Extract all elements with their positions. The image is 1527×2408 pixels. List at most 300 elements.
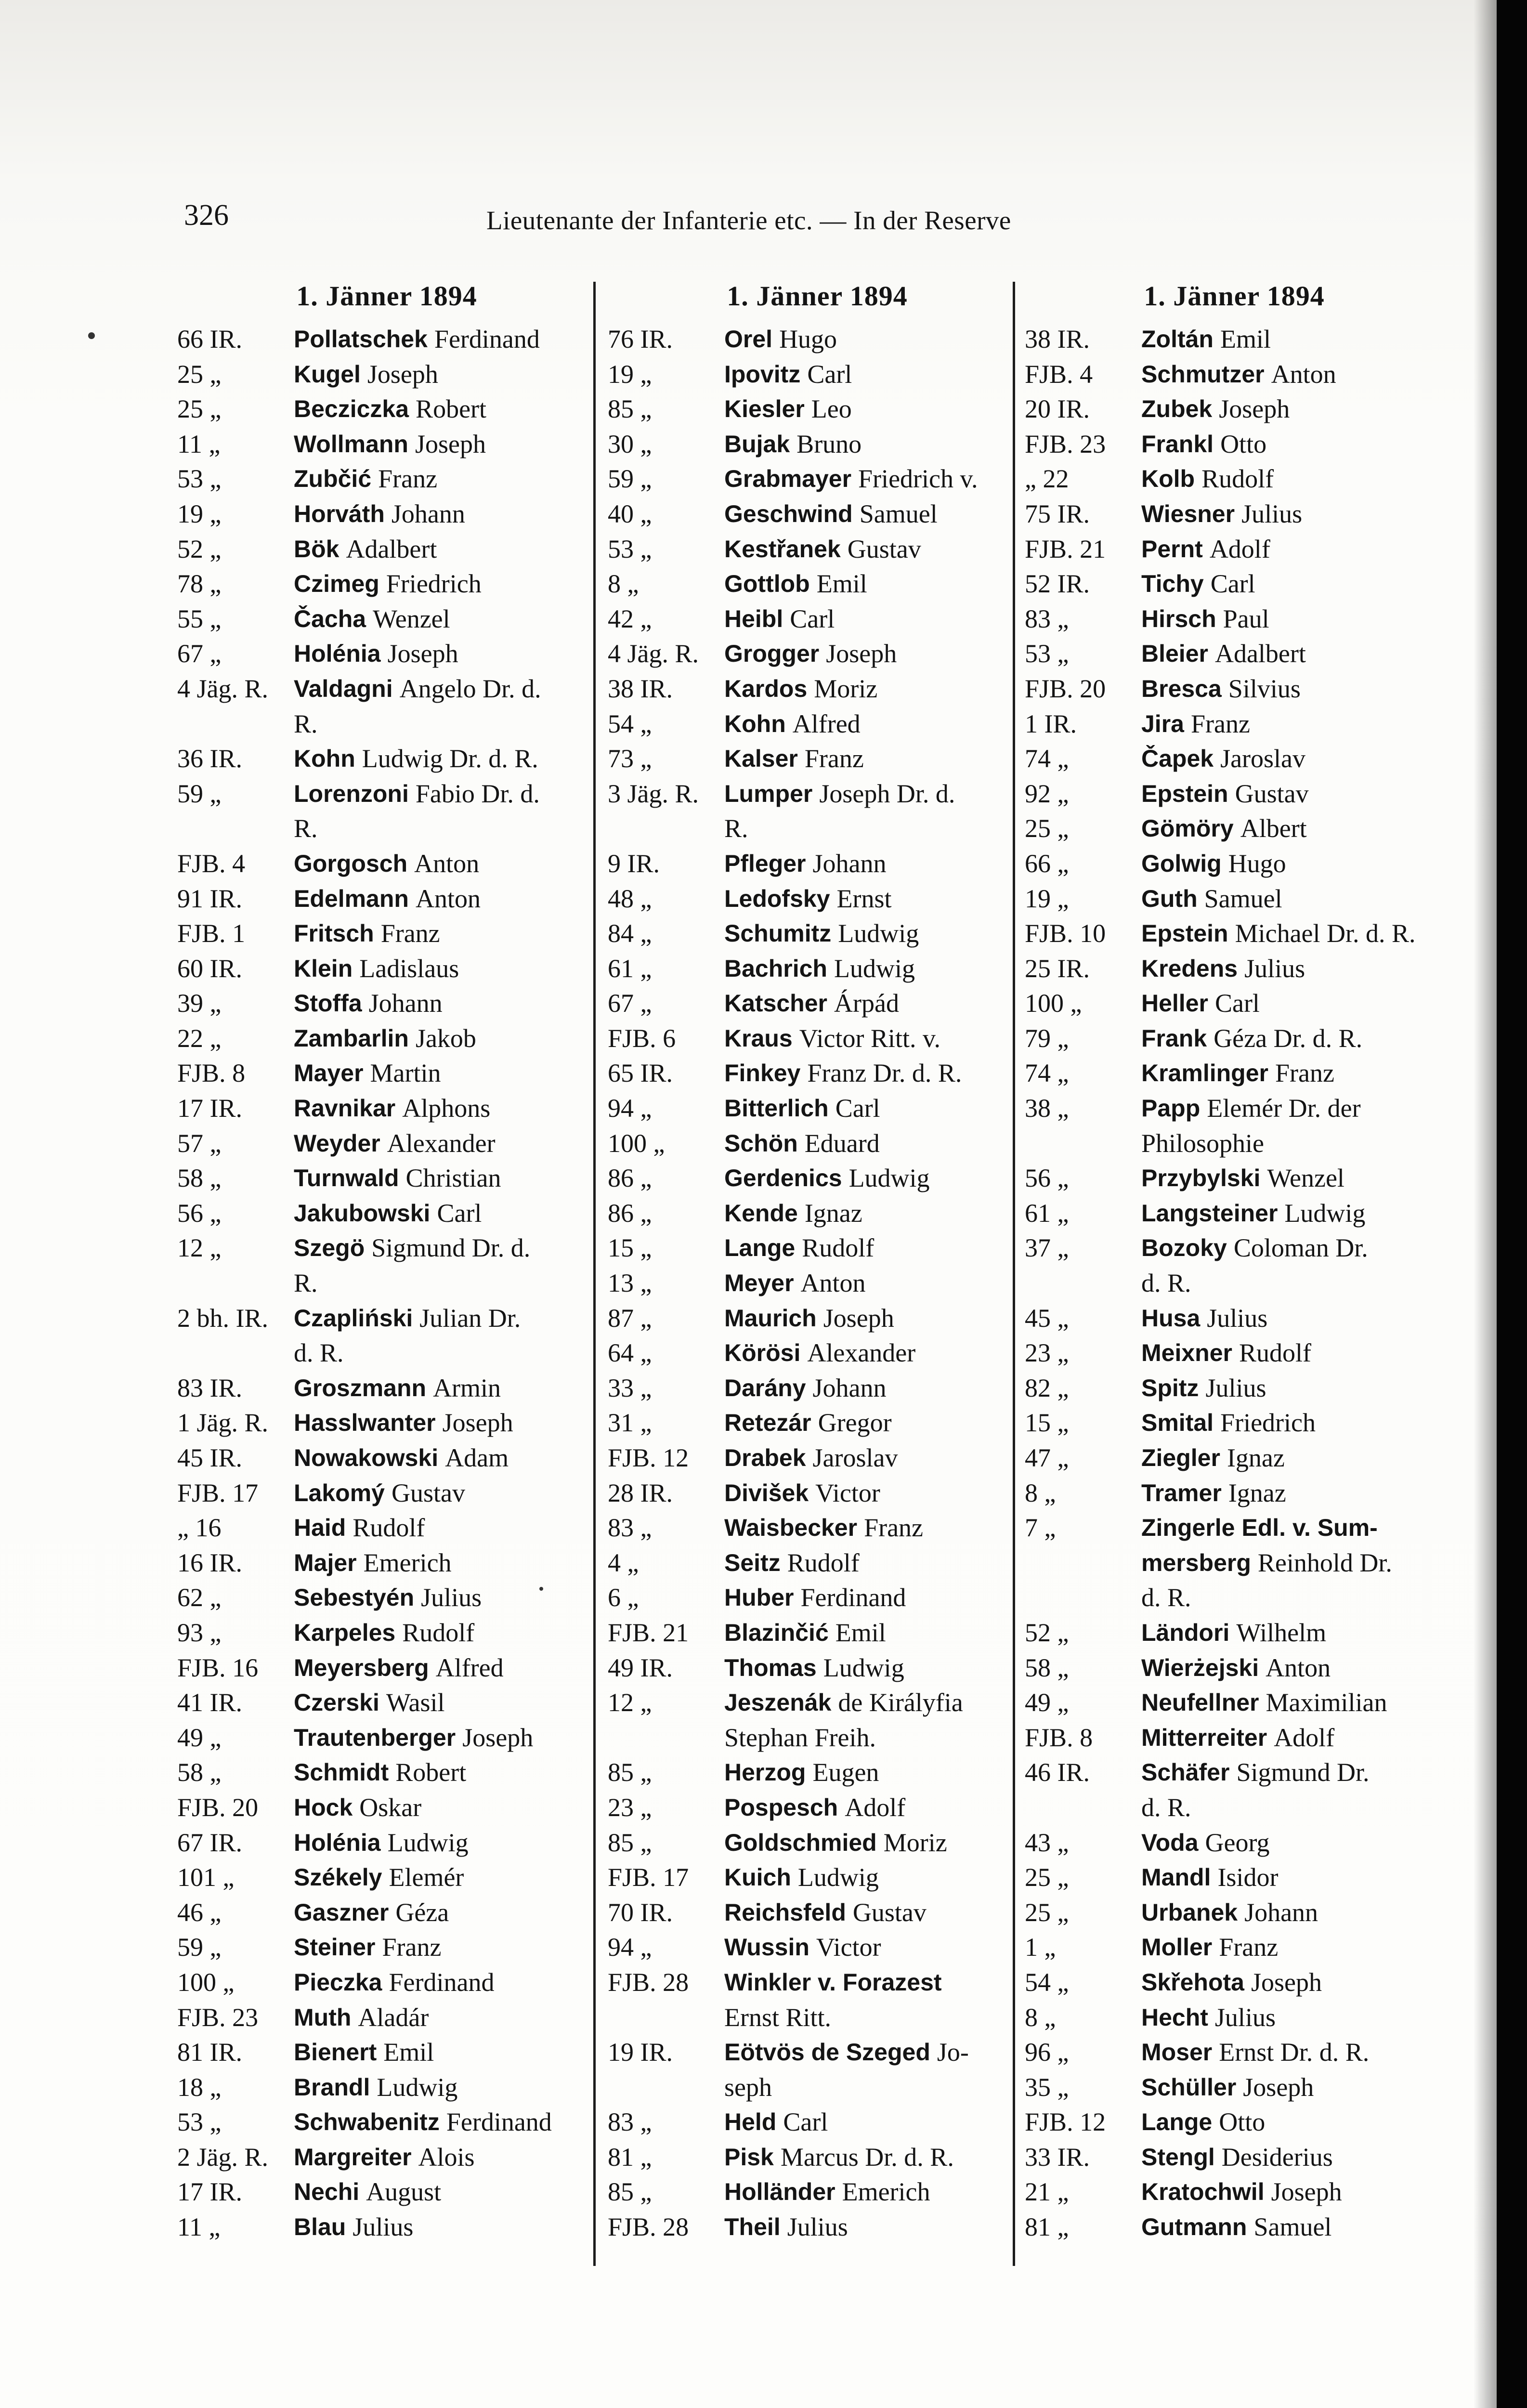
unit-designation: FJB. 20: [1025, 674, 1106, 703]
given-name: Rudolf: [352, 1513, 425, 1543]
surname: Drabek: [724, 1444, 806, 1471]
unit-designation: 60 IR.: [177, 954, 242, 983]
unit-designation: 93 „: [177, 1618, 222, 1647]
list-entry: [608, 1440, 1027, 1476]
unit-designation: 25 „: [1025, 814, 1069, 843]
given-name: Bruno: [796, 429, 862, 458]
surname: Smital: [1141, 1409, 1214, 1437]
unit-designation: 101 „: [177, 1863, 235, 1892]
unit-designation: 8 „: [1025, 1478, 1056, 1507]
given-name: Carl: [1210, 569, 1255, 599]
unit-designation: 91 IR.: [177, 884, 242, 913]
surname: Zingerle Edl. v. Sum-: [1141, 1514, 1378, 1542]
list-entry: [608, 2070, 1027, 2105]
unit-designation: 59 „: [608, 464, 652, 494]
surname: Margreiter: [294, 2143, 412, 2171]
list-entry: [608, 1371, 1027, 1406]
surname: Wollmann: [294, 430, 408, 458]
list-entry: [1025, 1545, 1444, 1581]
given-name: Franz: [804, 744, 864, 773]
unit-designation: 49 „: [177, 1723, 222, 1752]
given-name: Emerich: [842, 2177, 930, 2207]
surname: Winkler v. Forazest: [724, 1968, 942, 1996]
list-entry: [608, 1091, 1027, 1126]
given-name: Sigmund Dr. d.: [371, 1233, 531, 1263]
surname: Herzog: [724, 1759, 806, 1786]
list-entry: [177, 1335, 596, 1371]
unit-designation: 21 „: [1025, 2177, 1069, 2207]
list-entry: [608, 1930, 1027, 1965]
list-entry: [177, 671, 596, 707]
list-entry: [608, 986, 1027, 1021]
surname: Moser: [1141, 2039, 1213, 2066]
unit-designation: 85 „: [608, 2177, 652, 2207]
surname: Turnwald: [294, 1165, 399, 1192]
surname: Ipovitz: [724, 360, 801, 388]
surname: Jeszenák: [724, 1689, 832, 1716]
surname: Székely: [294, 1864, 382, 1891]
surname: Waisbecker: [724, 1514, 858, 1542]
surname: Kolb: [1141, 465, 1195, 493]
unit-designation: 1 Jäg. R.: [177, 1408, 268, 1438]
list-entry: [1025, 1755, 1444, 1790]
unit-designation: 2 bh. IR.: [177, 1303, 268, 1333]
unit-designation: 74 „: [1025, 1059, 1069, 1088]
list-entry: [177, 1580, 596, 1615]
list-entry: [177, 602, 596, 637]
surname: Maurich: [724, 1304, 817, 1332]
surname: Pollatschek: [294, 326, 428, 353]
given-name: Julius: [1214, 2002, 1276, 2032]
scan-border: [1497, 0, 1527, 2408]
unit-designation: FJB. 12: [1025, 2107, 1106, 2137]
given-name: Philosophie: [1141, 1128, 1265, 1158]
list-entry: [1025, 2105, 1444, 2140]
list-entry: [1025, 322, 1444, 357]
given-name: Adam: [445, 1443, 509, 1472]
column-heading: 1. Jänner 1894: [296, 280, 477, 312]
given-name: Friedrich v.: [858, 464, 978, 494]
unit-designation: 20 IR.: [1025, 394, 1090, 424]
list-entry: [177, 427, 596, 462]
given-name: Gregor: [818, 1408, 892, 1438]
given-name: de Királyfia: [838, 1688, 963, 1717]
given-name: Alfred: [435, 1653, 504, 1682]
surname: Tramer: [1141, 1479, 1222, 1506]
given-name: Coloman Dr.: [1233, 1233, 1368, 1263]
surname: Geschwind: [724, 500, 853, 527]
surname: Schön: [724, 1129, 798, 1157]
list-entry: [608, 1545, 1027, 1581]
list-entry: [1025, 1056, 1444, 1091]
given-name: Armin: [433, 1373, 501, 1402]
unit-designation: FJB. 1: [177, 919, 246, 948]
unit-designation: 19 „: [177, 499, 222, 528]
surname: Muth: [294, 2003, 352, 2031]
surname: Wiesner: [1141, 500, 1235, 527]
given-name: R.: [294, 709, 318, 738]
unit-designation: 11 „: [177, 2212, 221, 2242]
unit-designation: 4 Jäg. R.: [608, 639, 699, 668]
given-name: Ferdinand: [389, 1967, 495, 1997]
surname: Brandl: [294, 2073, 370, 2101]
given-name: Carl: [807, 359, 852, 389]
list-entry: [177, 322, 596, 357]
unit-designation: 52 „: [177, 534, 222, 563]
list-entry: [1025, 1021, 1444, 1056]
surname: Stoffa: [294, 990, 362, 1017]
unit-designation: 45 „: [1025, 1303, 1069, 1333]
surname: Thomas: [724, 1654, 817, 1681]
surname: Kohn: [724, 710, 786, 737]
list-entry: [608, 357, 1027, 392]
given-name: Ladislaus: [359, 954, 459, 983]
surname: Ravnikar: [294, 1095, 396, 1122]
list-entry: [608, 427, 1027, 462]
surname: Mandl: [1141, 1864, 1211, 1891]
list-entry: [1025, 1196, 1444, 1231]
surname: Kraus: [724, 1024, 793, 1052]
given-name: Franz: [1219, 1933, 1279, 1962]
list-entry: [1025, 2140, 1444, 2175]
unit-designation: 53 „: [1025, 639, 1069, 668]
list-entry: [1025, 1301, 1444, 1336]
unit-designation: 15 „: [1025, 1408, 1069, 1438]
surname: Gömöry: [1141, 815, 1234, 842]
given-name: d. R.: [1141, 1793, 1191, 1822]
unit-designation: 75 IR.: [1025, 499, 1090, 528]
given-name: Silvius: [1228, 674, 1301, 703]
surname: Bök: [294, 535, 339, 563]
surname: Bresca: [1141, 675, 1222, 702]
unit-designation: 43 „: [1025, 1828, 1069, 1857]
given-name: R.: [294, 1269, 318, 1298]
surname: Epstein: [1141, 920, 1228, 947]
given-name: Marcus Dr. d. R.: [780, 2142, 954, 2172]
unit-designation: 7 „: [1025, 1513, 1056, 1543]
given-name: Otto: [1219, 2107, 1266, 2137]
unit-designation: 25 „: [177, 394, 222, 424]
given-name: Ignaz: [804, 1198, 862, 1228]
given-name: Ludwig: [834, 954, 915, 983]
list-entry: [177, 1266, 596, 1301]
column-3: [1025, 282, 1444, 2245]
surname: Gorgosch: [294, 850, 408, 877]
given-name: Rudolf: [1239, 1338, 1311, 1368]
surname: Frank: [1141, 1024, 1207, 1052]
unit-designation: 53 „: [177, 2107, 222, 2137]
given-name: Rudolf: [1201, 464, 1274, 494]
given-name: Carl: [1214, 989, 1260, 1018]
list-entry: [177, 1021, 596, 1056]
list-entry: [1025, 1685, 1444, 1720]
list-entry: [1025, 2035, 1444, 2070]
list-entry: [608, 2174, 1027, 2210]
surname: Divišek: [724, 1479, 809, 1506]
given-name: Victor: [816, 1933, 881, 1962]
unit-designation: FJB. 4: [177, 849, 246, 878]
unit-designation: 25 „: [1025, 1863, 1069, 1892]
given-name: Géza Dr. d. R.: [1214, 1023, 1363, 1053]
list-entry: [177, 636, 596, 671]
list-entry: [177, 1825, 596, 1860]
unit-designation: FJB. 21: [1025, 534, 1106, 563]
surname: Kardos: [724, 675, 808, 702]
surname: Goldschmied: [724, 1829, 877, 1856]
unit-designation: 46 IR.: [1025, 1758, 1090, 1787]
list-entry: [608, 1301, 1027, 1336]
unit-designation: 39 „: [177, 989, 222, 1018]
given-name: Joseph: [1251, 1967, 1322, 1997]
given-name: Otto: [1220, 429, 1267, 458]
list-entry: [1025, 1476, 1444, 1511]
list-entry: [1025, 1335, 1444, 1371]
unit-designation: 17 IR.: [177, 2177, 242, 2207]
list-entry: [608, 322, 1027, 357]
surname: Golwig: [1141, 850, 1222, 877]
unit-designation: 8 „: [1025, 2002, 1056, 2032]
given-name: Ludwig: [797, 1863, 879, 1892]
unit-designation: 19 „: [1025, 884, 1069, 913]
unit-designation: 61 „: [608, 954, 652, 983]
list-entry: [1025, 881, 1444, 916]
given-name: Franz Dr. d. R.: [807, 1059, 962, 1088]
list-entry: [177, 2035, 596, 2070]
unit-designation: 23 „: [608, 1793, 652, 1822]
given-name: Rudolf: [402, 1618, 475, 1647]
list-entry: [608, 671, 1027, 707]
surname: Hock: [294, 1793, 353, 1821]
unit-designation: 58 „: [177, 1164, 222, 1193]
list-entry: [177, 2070, 596, 2105]
unit-designation: 25 „: [1025, 1898, 1069, 1927]
unit-designation: 58 „: [1025, 1653, 1069, 1682]
surname: Edelmann: [294, 885, 409, 912]
given-name: Leo: [811, 394, 852, 424]
surname: Čacha: [294, 605, 366, 632]
unit-designation: [1025, 1545, 1141, 1581]
surname: Hecht: [1141, 2003, 1208, 2031]
list-entry: [177, 1476, 596, 1511]
list-entry: [608, 497, 1027, 532]
list-entry: [1025, 916, 1444, 951]
given-name: Eduard: [804, 1128, 880, 1158]
surname: Papp: [1141, 1095, 1201, 1122]
surname: Sebestyén: [294, 1584, 415, 1611]
surname: Gutmann: [1141, 2213, 1247, 2241]
given-name: Julius: [1207, 1303, 1268, 1333]
surname: Zubčić: [294, 465, 372, 493]
list-entry: [177, 1755, 596, 1790]
list-entry: [177, 707, 596, 742]
given-name: Joseph: [462, 1723, 534, 1752]
list-entry: [177, 1091, 596, 1126]
unit-designation: FJB. 28: [608, 1967, 689, 1997]
given-name: Gustav: [847, 534, 921, 563]
given-name: Martin: [370, 1059, 441, 1088]
given-name: Adolf: [1274, 1723, 1335, 1752]
unit-designation: FJB. 8: [177, 1059, 246, 1088]
surname: Przybylski: [1141, 1165, 1261, 1192]
unit-designation: 38 IR.: [608, 674, 673, 703]
list-entry: [608, 1476, 1027, 1511]
list-entry: [177, 2140, 596, 2175]
surname: Schwabenitz: [294, 2108, 440, 2136]
list-entry: [1025, 1790, 1444, 1825]
list-entry: [1025, 846, 1444, 881]
list-entry: [177, 497, 596, 532]
given-name: R.: [294, 814, 318, 843]
list-entry: [177, 811, 596, 846]
given-name: Robert: [395, 1758, 467, 1787]
list-entry: [1025, 1860, 1444, 1895]
list-entry: [1025, 357, 1444, 392]
given-name: Árpád: [834, 989, 899, 1018]
unit-designation: 12 „: [608, 1688, 652, 1717]
surname: Nowakowski: [294, 1444, 439, 1471]
surname: Valdagni: [294, 675, 393, 702]
unit-designation: 17 IR.: [177, 1094, 242, 1123]
list-entry: [608, 1895, 1027, 1930]
list-entry: [608, 2210, 1027, 2245]
unit-designation: 94 „: [608, 1094, 652, 1123]
unit-designation: 53 „: [177, 464, 222, 494]
list-entry: [1025, 707, 1444, 742]
unit-designation: FJB. 17: [608, 1863, 689, 1892]
unit-designation: FJB. 12: [608, 1443, 689, 1472]
given-name: R.: [724, 814, 748, 843]
given-name: Victor Ritt. v.: [799, 1023, 940, 1053]
surname: Becziczka: [294, 395, 409, 423]
list-entry: [1025, 461, 1444, 497]
unit-designation: FJB. 23: [1025, 429, 1106, 458]
surname: Ledofsky: [724, 885, 830, 912]
unit-designation: 53 „: [608, 534, 652, 563]
surname: Mayer: [294, 1060, 364, 1087]
given-name: Carl: [790, 604, 835, 633]
list-entry: [608, 1266, 1027, 1301]
surname: Meixner: [1141, 1339, 1232, 1367]
given-name: Ludwig: [377, 2072, 458, 2102]
given-name: Julian Dr.: [419, 1303, 521, 1333]
list-entry: [177, 1230, 596, 1266]
unit-designation: 82 „: [1025, 1373, 1069, 1402]
given-name: Franz: [1275, 1059, 1334, 1088]
surname: Spitz: [1141, 1374, 1199, 1401]
list-entry: [177, 1685, 596, 1720]
unit-designation: 100 „: [1025, 989, 1082, 1018]
given-name: Franz: [378, 464, 438, 494]
surname: Fritsch: [294, 920, 374, 947]
unit-designation: FJB. 16: [177, 1653, 259, 1682]
given-name: Joseph: [826, 639, 897, 668]
surname: Langsteiner: [1141, 1199, 1278, 1227]
surname: Zoltán: [1141, 326, 1214, 353]
surname: Czimeg: [294, 570, 379, 598]
given-name: Franz: [380, 919, 440, 948]
given-name: Wasil: [386, 1688, 445, 1717]
given-name: Paul: [1223, 604, 1269, 633]
page-edge-shadow: [1474, 0, 1497, 2408]
surname: Voda: [1141, 1829, 1199, 1856]
list-entry: [1025, 811, 1444, 846]
list-entry: [177, 776, 596, 811]
surname: Karpeles: [294, 1619, 396, 1646]
list-entry: [1025, 427, 1444, 462]
given-name: Michael Dr. d. R.: [1235, 919, 1416, 948]
unit-designation: 67 IR.: [177, 1828, 242, 1857]
list-entry: [608, 2000, 1027, 2035]
list-entry: [1025, 1405, 1444, 1440]
list-entry: [608, 1405, 1027, 1440]
given-name: Samuel: [1204, 884, 1282, 913]
unit-designation: 33 „: [608, 1373, 652, 1402]
list-entry: [177, 1196, 596, 1231]
given-name: Julius: [352, 2212, 414, 2242]
unit-designation: FJB. 6: [608, 1023, 676, 1053]
list-entry: [608, 916, 1027, 951]
surname: Lakomý: [294, 1479, 385, 1506]
given-name: Ernst Ritt.: [724, 2002, 832, 2032]
given-name: Aladár: [358, 2002, 429, 2032]
list-entry: [1025, 1440, 1444, 1476]
surname: Heibl: [724, 605, 783, 632]
surname: Holländer: [724, 2178, 835, 2206]
unit-designation: 66 „: [1025, 849, 1069, 878]
list-entry: [1025, 1650, 1444, 1686]
surname: Frankl: [1141, 430, 1214, 458]
unit-designation: 25 „: [177, 359, 222, 389]
list-entry: [177, 1301, 596, 1336]
list-entry: [1025, 2210, 1444, 2245]
list-entry: [608, 811, 1027, 846]
unit-designation: FJB. 20: [177, 1793, 259, 1822]
given-name: Hugo: [779, 325, 837, 353]
unit-designation: 28 IR.: [608, 1478, 673, 1507]
unit-designation: 6 „: [608, 1583, 639, 1612]
unit-designation: 61 „: [1025, 1198, 1069, 1228]
unit-designation: 3 Jäg. R.: [608, 779, 699, 808]
given-name: Ernst: [836, 884, 892, 913]
unit-designation: 85 „: [608, 1758, 652, 1787]
unit-designation: 38 „: [1025, 1094, 1069, 1123]
surname: Bienert: [294, 2039, 377, 2066]
list-entry: [608, 1510, 1027, 1545]
list-entry: [177, 532, 596, 567]
page-number: 326: [184, 199, 229, 232]
surname: Kende: [724, 1199, 798, 1227]
surname: Holénia: [294, 1829, 381, 1856]
unit-designation: 54 „: [1025, 1967, 1069, 1997]
given-name: Adolf: [1209, 534, 1270, 563]
surname: Steiner: [294, 1934, 376, 1961]
given-name: Ludwig: [848, 1164, 930, 1193]
unit-designation: 33 IR.: [1025, 2142, 1090, 2172]
list-entry: [608, 532, 1027, 567]
unit-designation: 57 „: [177, 1128, 222, 1158]
unit-designation: FJB. 10: [1025, 919, 1106, 948]
given-name: Albert: [1240, 814, 1307, 843]
given-name: Joseph: [1271, 2177, 1342, 2207]
given-name: Ernst Dr. d. R.: [1219, 2038, 1370, 2067]
given-name: Adalbert: [1214, 639, 1306, 668]
given-name: Alphons: [402, 1094, 491, 1123]
unit-designation: FJB. 4: [1025, 359, 1093, 389]
list-entry: [177, 1510, 596, 1545]
unit-designation: 38 IR.: [1025, 325, 1090, 353]
list-entry: [608, 1965, 1027, 2000]
list-entry: [608, 1790, 1027, 1825]
